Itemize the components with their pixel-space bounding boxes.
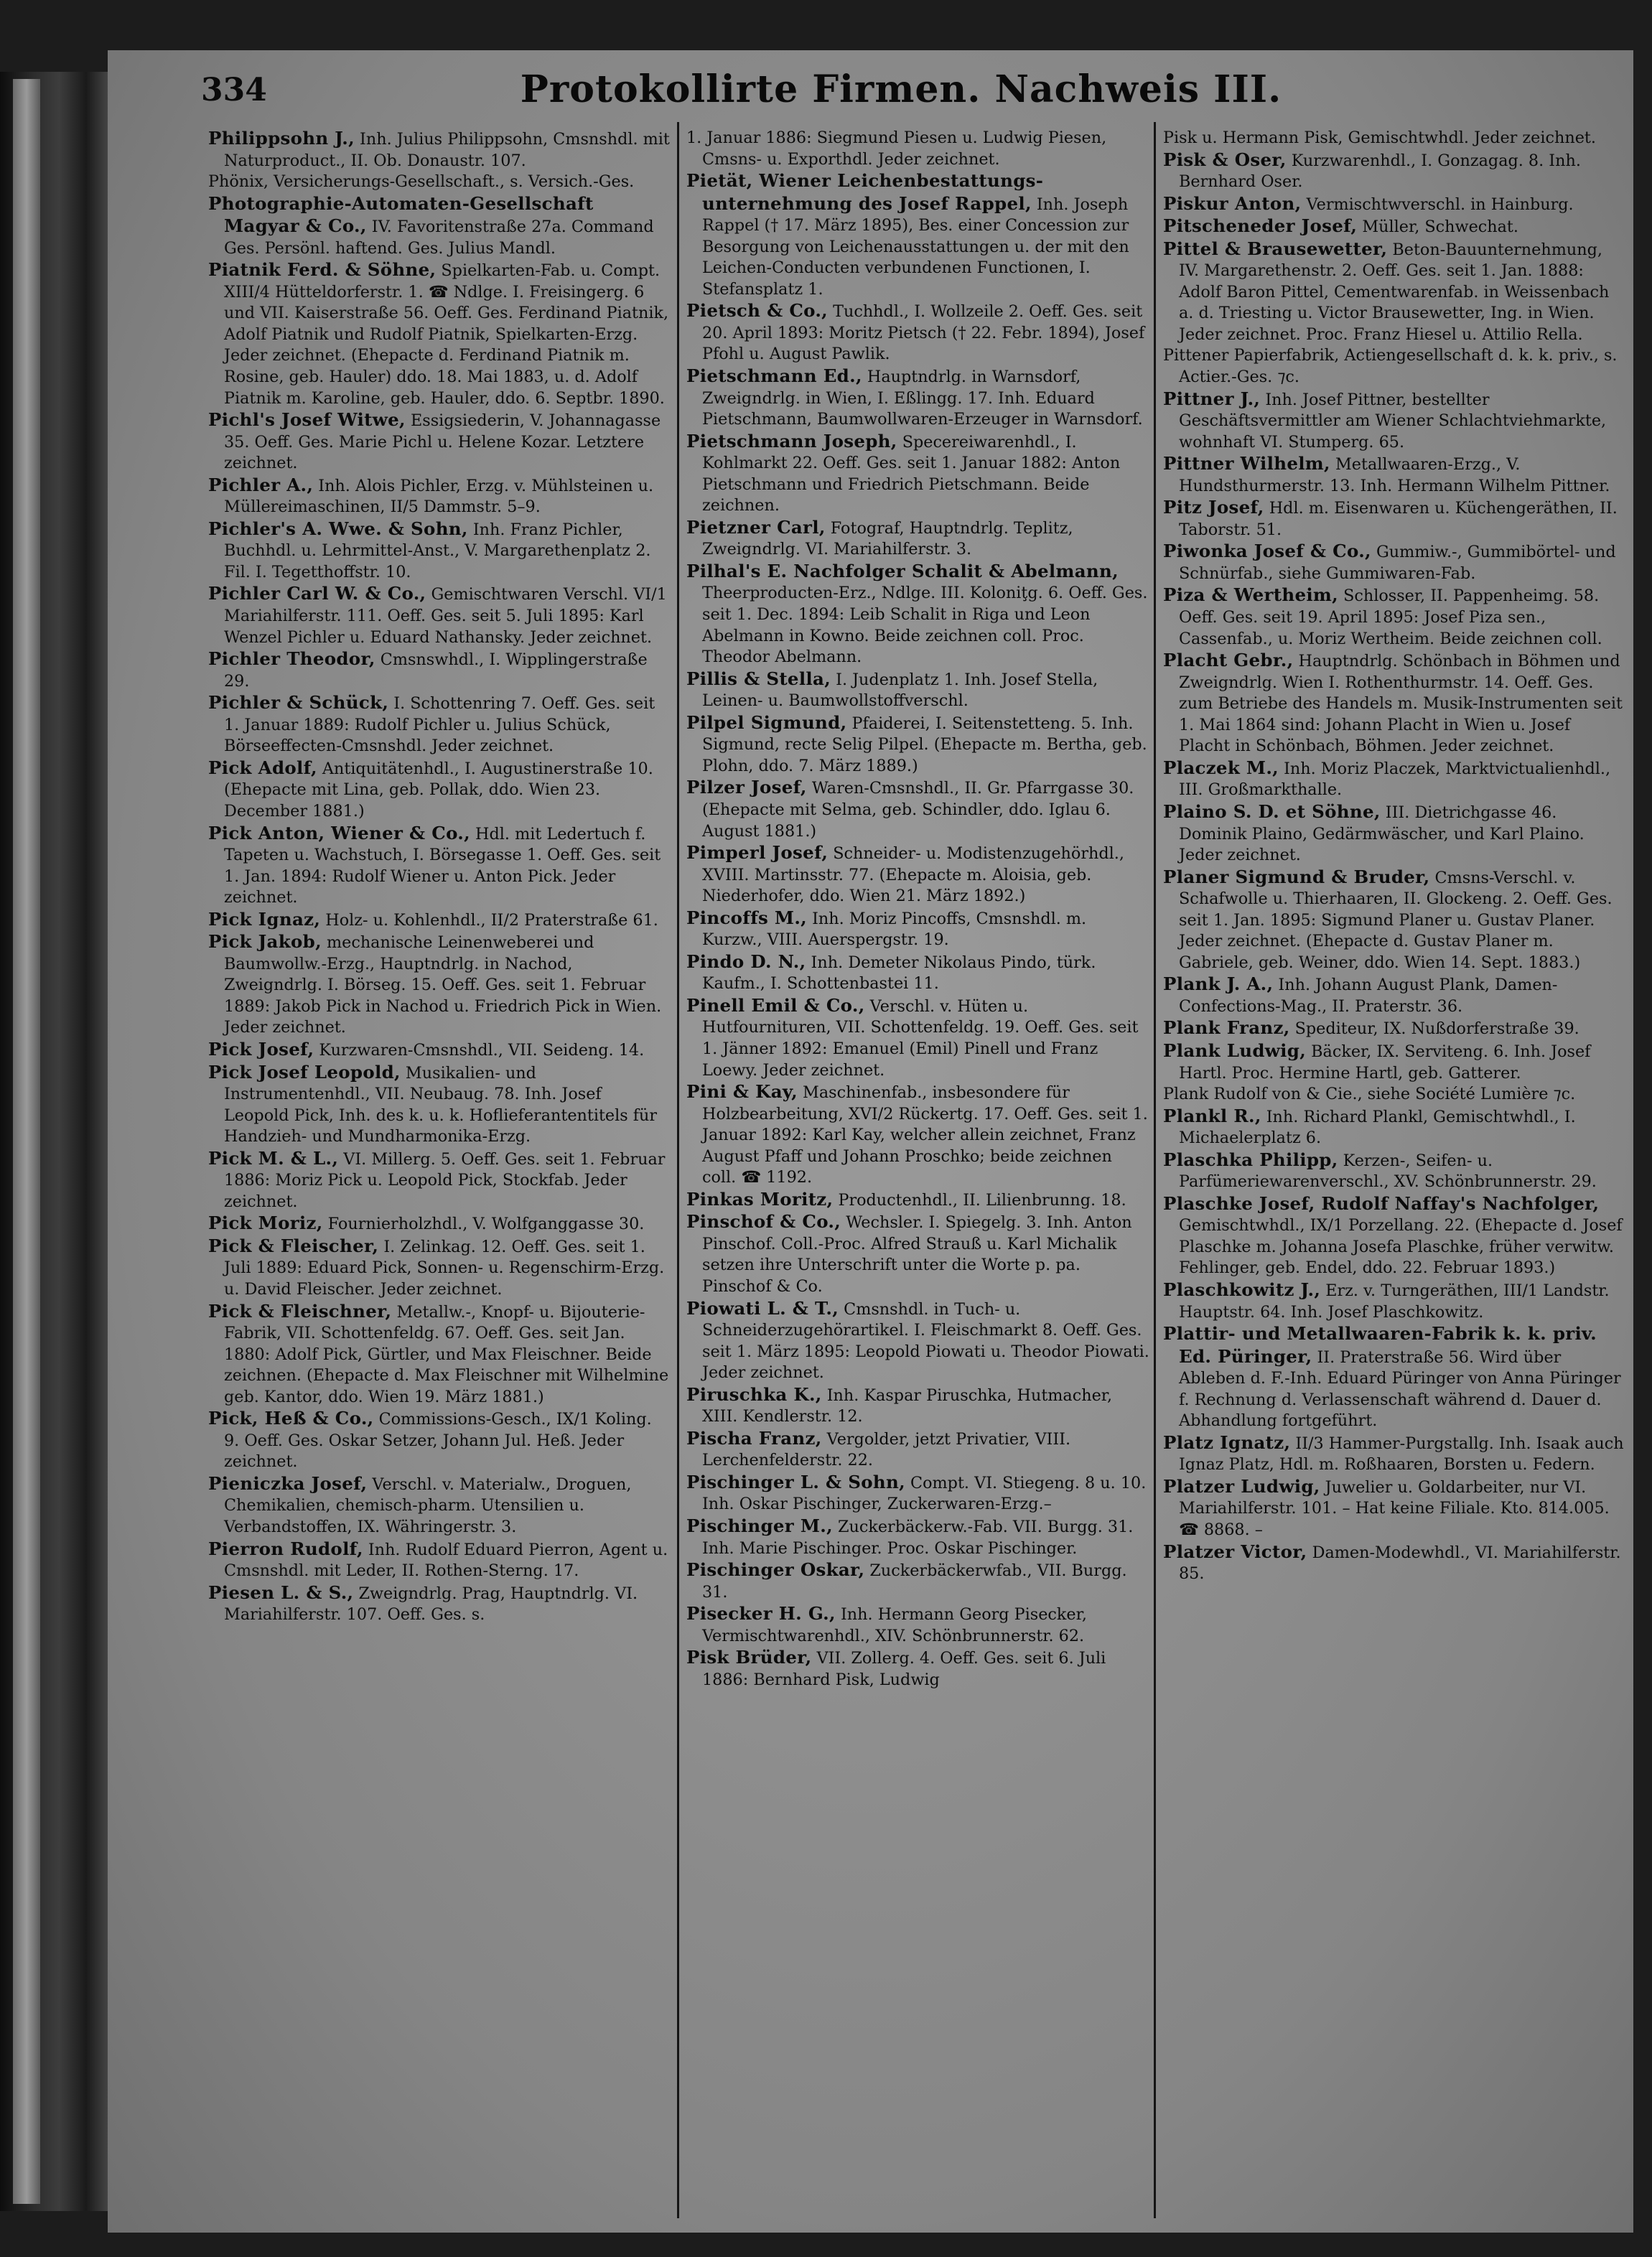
directory-entry — [208, 1408, 671, 1473]
entry-text: Tuchhdl., I. Wollzeile 2. Oeff. Ges. seit 20. April 1893: Moritz Pietsch († 22. Febr. 1894), Josef Pfohl u. August Pawlik. — [702, 302, 1145, 364]
entry-text: Schneider- u. Modistenzugehörhdl., XVIII. Martinsstr. 77. (Ehepacte m. Aloisia, geb. Niederhofer, ddo. Wien 21. März 1892.) — [702, 844, 1124, 906]
firm-name: Plaschkowitz J., — [1163, 1279, 1321, 1300]
firm-name: Pitz Josef, — [1163, 497, 1264, 518]
entry-text: Pisk u. Hermann Pisk, Gemischtwhdl. Jeder zeichnet. — [1163, 128, 1596, 147]
directory-entry — [1163, 1149, 1626, 1193]
firm-name: Pindo D. N., — [686, 950, 806, 972]
entry-text: VII. Zollerg. 4. Oeff. Ges. seit 6. Juli 1886: Bernhard Pisk, Ludwig — [702, 1649, 1106, 1689]
entry-text: Inh. Joseph Rappel († 17. März 1895), Bes. einer Concession zur Besorgung von Leichenausstattungen u. der mit den Leichen-Conducten verbundenen Functionen, I. Stefansplatz 1. — [702, 195, 1129, 299]
directory-entry — [208, 193, 671, 260]
entry-text: Fotograf, Hauptndrlg. Teplitz, Zweigndrlg. VI. Mariahilferstr. 3. — [702, 518, 1073, 559]
entry-text: Fournierholzhdl., V. Wolfganggasse 30. — [322, 1215, 645, 1234]
directory-entry — [208, 1301, 671, 1408]
binding-edge — [13, 79, 40, 2204]
entry-text: Productenhdl., II. Lilienbrunng. 18. — [833, 1190, 1126, 1210]
entry-text: I. Judenplatz 1. Inh. Josef Stella, Leinen- u. Baumwollstoffverschl. — [702, 670, 1098, 711]
entry-text: IV. Favoritenstraße 27a. Command Ges. Persönl. haftend. Ges. Julius Mandl. — [224, 218, 654, 258]
firm-name: Plank Ludwig, — [1163, 1039, 1307, 1061]
directory-entry — [208, 931, 671, 1039]
firm-name: Pinkas Moritz, — [686, 1188, 834, 1210]
page-header — [201, 65, 1601, 122]
directory-entry — [208, 823, 671, 909]
firm-name: Pincoffs M., — [686, 907, 807, 928]
entry-text: Kurzwarenhdl., I. Gonzagag. 8. Inh. Bernhard Oser. — [1179, 151, 1581, 192]
directory-entry — [686, 1515, 1149, 1559]
directory-entry — [686, 1384, 1149, 1428]
firm-name: Pick M. & L., — [208, 1147, 339, 1169]
firm-name: Photographie-Automaten-Gesellschaft Magyar & Co., — [208, 192, 594, 237]
directory-entry — [208, 692, 671, 757]
directory-entry — [208, 1212, 671, 1235]
entry-text: Zuckerbäckerw.-Fab. VII. Burgg. 31. Inh. Marie Pischinger. Proc. Oskar Pischinger. — [702, 1518, 1134, 1558]
entry-text: Pittener Papierfabrik, Actiengesellschaft d. k. k. priv., s. Actier.-Ges. ⁊c. — [1163, 346, 1618, 387]
firm-name: Pietschmann Joseph, — [686, 430, 897, 452]
column-divider — [677, 122, 679, 2218]
entry-text: Inh. Julius Philippsohn, Cmsnshdl. mit Naturproduct., II. Ob. Donaustr. 107. — [224, 130, 670, 170]
entry-text: Kerzen-, Seifen- u. Parfümeriewarenverschl., XV. Schönbrunnerstr. 29. — [1179, 1151, 1597, 1192]
directory-entry — [208, 128, 671, 172]
directory-entry — [1163, 388, 1626, 454]
directory-entry — [1163, 238, 1626, 346]
entry-text: Pfaiderei, I. Seitenstetteng. 5. Inh. Sigmund, recte Selig Pilpel. (Ehepacte m. Bertha, geb. Plohn, ddo. 7. März 1889.) — [702, 714, 1147, 775]
entry-text: II. Praterstraße 56. Wird über Ableben d. F.-Inh. Eduard Püringer von Anna Püringer f. Rechnung d. Verlassenschaft während d. Dauer d. Abhandlung fortgeführt. — [1179, 1347, 1621, 1431]
firm-name: Pick Adolf, — [208, 757, 317, 778]
directory-entry — [1163, 1476, 1626, 1541]
directory-entry — [686, 1647, 1149, 1691]
firm-name: Piesen L. & S., — [208, 1581, 354, 1603]
entry-text: Musikalien- und Instrumentenhdl., VII. Neubaug. 78. Inh. Josef Leopold Pick, Inh. des k. u. k. Hoflieferantentitels für Handzieh- und Mundharmonika-Erzg. — [224, 1063, 658, 1146]
entry-text: Erz. v. Turngeräthen, III/1 Landstr. Hauptstr. 64. Inh. Josef Plaschkowitz. — [1179, 1281, 1610, 1322]
column-1 — [208, 128, 671, 2217]
directory-entry — [208, 1473, 671, 1538]
firm-name: Pinell Emil & Co., — [686, 994, 865, 1016]
entry-text: Inh. Alois Pichler, Erzg. v. Mühlsteinen u. Müllereimaschinen, II/5 Dammstr. 5–9. — [224, 476, 654, 517]
entry-text: I. Zelinkag. 12. Oeff. Ges. seit 1. Juli 1889: Eduard Pick, Sonnen- u. Regenschirm-Erzg. u. David Fleischer. Jeder zeichnet. — [224, 1237, 665, 1299]
directory-entry — [686, 170, 1149, 300]
entry-text: Spediteur, IX. Nußdorferstraße 39. — [1289, 1019, 1579, 1039]
firm-name: Pisk Brüder, — [686, 1647, 812, 1668]
firm-name: Pischinger Oskar, — [686, 1559, 865, 1581]
entry-text: mechanische Leinenweberei und Baumwollw.-Erzg., Hauptndrlg. in Nachod, Zweigndrlg. I. Börseg. 15. Oeff. Ges. seit 1. Februar 1889: Jakob Pick in Nachod u. Friedrich Pick in Wien. Jeder zeichnet. — [224, 933, 662, 1037]
entry-text: Cmsnshdl. in Tuch- u. Schneiderzugehörartikel. I. Fleischmarkt 8. Oeff. Ges. seit 1. März 1895: Leopold Piowati u. Theodor Piowati. Jeder zeichnet. — [702, 1299, 1149, 1383]
firm-name: Piruschka K., — [686, 1383, 822, 1405]
firm-name: Plank Franz, — [1163, 1017, 1290, 1039]
firm-name: Piskur Anton, — [1163, 192, 1302, 214]
entry-text: Inh. Johann August Plank, Damen-Confections-Mag., II. Praterstr. 36. — [1179, 976, 1558, 1016]
entry-text: Gemischtwhdl., IX/1 Porzellang. 22. (Ehepacte d. Josef Plaschke m. Johanna Josefa Plaschke, früher verwitw. Fehlinger, geb. Endel, ddo. 22. Februar 1893.) — [1179, 1216, 1623, 1278]
directory-entry — [1163, 1193, 1626, 1279]
firm-name: Planer Sigmund & Bruder, — [1163, 866, 1430, 887]
page-title: Protokollirte Firmen. Nachweis III. — [520, 67, 1282, 111]
directory-entry — [208, 1582, 671, 1626]
directory-entry — [208, 757, 671, 823]
firm-name: Piza & Wertheim, — [1163, 584, 1338, 606]
directory-entry — [686, 1189, 1149, 1212]
firm-name: Pittel & Brausewetter, — [1163, 238, 1388, 259]
entry-text: VI. Millerg. 5. Oeff. Ges. seit 1. Februar 1886: Moriz Pick u. Leopold Pick, Stockfab. Jeder zeichnet. — [224, 1149, 666, 1211]
firm-name: Pillis & Stella, — [686, 668, 831, 689]
entry-text: 1. Januar 1886: Siegmund Piesen u. Ludwig Piesen, Cmsns- u. Exporthdl. Jeder zeichnet. — [686, 128, 1107, 169]
firm-name: Pichler Theodor, — [208, 648, 375, 670]
directory-entry — [208, 909, 671, 932]
directory-entry — [686, 1559, 1149, 1603]
directory-entry — [686, 995, 1149, 1081]
firm-name: Pisk & Oser, — [1163, 149, 1287, 170]
directory-entry — [686, 951, 1149, 995]
firm-name: Piowati L. & T., — [686, 1297, 839, 1319]
directory-entry — [686, 365, 1149, 431]
entry-text: Hauptndrlg. in Warnsdorf, Zweigndrlg. in Wien, I. Eßlingg. 17. Inh. Eduard Pietschmann, Baumwollwaren-Erzeuger in Warnsdorf. — [702, 368, 1143, 429]
firm-name: Plaschka Philipp, — [1163, 1149, 1338, 1170]
firm-name: Pick Josef Leopold, — [208, 1061, 401, 1083]
directory-entry — [686, 431, 1149, 517]
firm-name: Pilzer Josef, — [686, 777, 807, 798]
firm-name: Pieniczka Josef, — [208, 1472, 368, 1494]
directory-entry — [208, 259, 671, 409]
firm-name: Pittner J., — [1163, 388, 1261, 409]
directory-entry — [1163, 1432, 1626, 1476]
firm-name: Philippsohn J., — [208, 128, 355, 149]
page-number: 334 — [201, 72, 267, 108]
entry-text: Specereiwarenhdl., I. Kohlmarkt 22. Oeff. Ges. seit 1. Januar 1882: Anton Pietschmann und Friedrich Pietschmann. Beide zeichnen. — [702, 432, 1121, 515]
entry-text: Theerproducten-Erz., Ndlge. III. Koloniţg. 6. Oeff. Ges. seit 1. Dec. 1894: Leib Schalit in Riga und Leon Abelmann in Kowno. Beide zeichnen coll. Proc. Theodor Abelmann. — [702, 584, 1148, 667]
directory-entry — [1163, 149, 1626, 193]
firm-name: Pick Anton, Wiener & Co., — [208, 822, 470, 844]
directory-entry — [208, 583, 671, 648]
firm-name: Pichler's A. Wwe. & Sohn, — [208, 518, 468, 539]
firm-name: Platz Ignatz, — [1163, 1431, 1291, 1453]
firm-name: Pick & Fleischer, — [208, 1235, 379, 1256]
entry-text: Compt. VI. Stiegeng. 8 u. 10. Inh. Oskar Pischinger, Zuckerwaren-Erzg.– — [702, 1473, 1147, 1514]
directory-entry — [686, 907, 1149, 951]
entry-text: Phönix, Versicherungs-Gesellschaft., s. Versich.-Ges. — [208, 172, 635, 192]
entry-text: Metallw.-, Knopf- u. Bijouterie-Fabrik, VII. Schottenfeldg. 67. Oeff. Ges. seit Jan. 1880: Adolf Pick, Gürtler, und Max Fleischner. Beide zeichnen. (Ehepacte d. Max Fleischner mit Wilhelmine geb. Kantor, ddo. Wien 19. März 1881.) — [224, 1302, 669, 1406]
firm-name: Platzer Victor, — [1163, 1541, 1307, 1562]
directory-entry — [686, 668, 1149, 712]
firm-name: Placht Gebr., — [1163, 650, 1294, 671]
entry-text: I. Schottenring 7. Oeff. Ges. seit 1. Januar 1889: Rudolf Pichler u. Julius Schück, Börseeffecten-Cmsnshdl. Jeder zeichnet. — [224, 694, 655, 756]
directory-entry — [1163, 1541, 1626, 1585]
firm-name: Pick & Fleischner, — [208, 1300, 392, 1322]
entry-text: Zuckerbäckerwfab., VII. Burgg. 31. — [702, 1561, 1127, 1602]
firm-name: Pick Jakob, — [208, 931, 322, 953]
entry-text: Maschinenfab., insbesondere für Holzbearbeitung, XVI/2 Rückertg. 17. Oeff. Ges. seit 1. Januar 1892: Karl Kay, welcher allein zeichnet, Franz August Pfaff und Johann Proschko; beide zeichnen coll. ☎ 1192. — [702, 1083, 1148, 1187]
firm-name: Pischinger L. & Sohn, — [686, 1471, 905, 1492]
entry-text: Müller, Schwechat. — [1357, 218, 1518, 237]
directory-entry — [686, 712, 1149, 777]
firm-name: Pichler & Schück, — [208, 692, 389, 714]
firm-name: Pietschmann Ed., — [686, 365, 862, 387]
firm-name: Pittner Wilhelm, — [1163, 453, 1330, 475]
entry-text: Damen-Modewhdl., VI. Mariahilferstr. 85. — [1179, 1543, 1621, 1584]
entry-text: Inh. Kaspar Piruschka, Hutmacher, XIII. Kendlerstr. 12. — [702, 1385, 1113, 1426]
entry-text: Beton-Bauunternehmung, IV. Margarethenstr. 2. Oeff. Ges. seit 1. Jan. 1888: Adolf Baron Pittel, Cementwarenfab. in Weissenbach a. d. Triesting u. Victor Brausewetter, Ing. in Wien. Jeder zeichnet. Proc. Franz Hiesel u. Attilio Rella. — [1179, 240, 1610, 344]
firm-name: Pimperl Josef, — [686, 842, 829, 864]
directory-entry — [686, 1081, 1149, 1189]
firm-name: Pichl's Josef Witwe, — [208, 409, 406, 431]
firm-name: Pick Ignaz, — [208, 908, 321, 930]
directory-entry — [686, 1428, 1149, 1472]
entry-text: Hdl. mit Ledertuch f. Tapeten u. Wachstuch, I. Börsegasse 1. Oeff. Ges. seit 1. Jan. 1894: Rudolf Wiener u. Anton Pick. Jeder zeichnet. — [224, 824, 661, 907]
firm-name: Piatnik Ferd. & Söhne, — [208, 259, 437, 281]
firm-name: Pilhal's E. Nachfolger Schalit & Abelmann, — [686, 560, 1119, 581]
directory-entry — [1163, 345, 1626, 388]
directory-entry — [686, 1211, 1149, 1297]
directory-entry — [1163, 1017, 1626, 1040]
entry-text: Holz- u. Kohlenhdl., II/2 Praterstraße 61. — [320, 910, 658, 930]
entry-text: Cmsns-Verschl. v. Schafwolle u. Thierhaaren, II. Glockeng. 2. Oeff. Ges. seit 1. Jan. 1895: Sigmund Planer u. Gustav Planer. Jeder zeichnet. (Ehepacte d. Gustav Planer m. Gabriele, geb. Weiner, ddo. Wien 14. Sept. 1883.) — [1179, 868, 1613, 972]
firm-name: Pischinger M., — [686, 1515, 833, 1536]
entry-text: Zweigndrlg. Prag, Hauptndrlg. VI. Mariahilferstr. 107. Oeff. Ges. s. — [224, 1584, 638, 1625]
directory-entry — [1163, 1040, 1626, 1084]
entry-text: II/3 Hammer-Purgstallg. Inh. Isaak auch Ignaz Platz, Hdl. m. Roßhaaren, Borsten u. Federn. — [1179, 1434, 1624, 1475]
directory-entry — [686, 777, 1149, 842]
firm-name: Pietsch & Co., — [686, 300, 829, 322]
directory-entry — [1163, 541, 1626, 584]
column-3 — [1163, 128, 1626, 2217]
entry-text: Hdl. m. Eisenwaren u. Küchengeräthen, II. Taborstr. 51. — [1179, 499, 1618, 539]
directory-entry — [1163, 584, 1626, 650]
directory-entry — [208, 518, 671, 584]
directory-entry — [686, 1472, 1149, 1515]
entry-text: Essigsiederin, V. Johannagasse 35. Oeff. Ges. Marie Pichl u. Helene Kozar. Letztere zeichnet. — [224, 411, 661, 473]
entry-text: Spielkarten-Fab. u. Compt. XIII/4 Hütteldorferstr. 1. ☎ Ndlge. I. Freisingerg. 6 und VII. Kaiserstraße 56. Oeff. Ges. Ferdinand Piatnik, Adolf Piatnik und Rudolf Piatnik, Spielkarten-Erzg. Jeder zeichnet. (Ehepacte d. Ferdinand Piatnik m. Rosine, geb. Hauler) ddo. 18. Mai 1883, u. d. Adolf Piatnik m. Karoline, geb. Hauler, ddo. 6. Septbr. 1890. — [224, 261, 669, 408]
firm-name: Pisecker H. G., — [686, 1603, 836, 1625]
directory-entry — [1163, 1279, 1626, 1323]
entry-text: Verschl. v. Materialw., Droguen, Chemikalien, chemisch-pharm. Utensilien u. Verbandstoffen, IX. Währingerstr. 3. — [224, 1475, 632, 1536]
entry-text: Metallwaaren-Erzg., V. Hundsthurmerstr. 13. Inh. Hermann Wilhelm Pittner. — [1179, 455, 1610, 495]
entry-text: Antiquitätenhdl., I. Augustinerstraße 10. (Ehepacte mit Lina, geb. Pollak, ddo. Wien 23. December 1881.) — [224, 759, 653, 821]
entry-text: Gemischtwaren Verschl. VI/1 Mariahilferstr. 111. Oeff. Ges. seit 5. Juli 1895: Karl Wenzel Pichler u. Eduard Nathansky. Jeder zeichnet. — [224, 585, 667, 647]
entry-text: Vergolder, jetzt Privatier, VIII. Lerchenfelderstr. 22. — [702, 1429, 1071, 1470]
column-2 — [686, 128, 1149, 2217]
firm-name: Pick, Heß & Co., — [208, 1408, 374, 1429]
entry-text: Wechsler. I. Spiegelg. 3. Inh. Anton Pinschof. Coll.-Proc. Alfred Strauß u. Karl Michalik setzen ihre Unterschrift unter die Worte p. pa. Pinschof & Co. — [702, 1213, 1132, 1296]
entry-text: Kurzwaren-Cmsnshdl., VII. Seideng. 14. — [314, 1040, 645, 1060]
directory-entry — [686, 1298, 1149, 1384]
entry-text: III. Dietrichgasse 46. Dominik Plaino, Gedärmwäscher, und Karl Plaino. Jeder zeichnet. — [1179, 803, 1585, 865]
directory-entry — [1163, 1084, 1626, 1106]
firm-name: Plattir- und Metallwaaren-Fabrik k. k. priv. Ed. Püringer, — [1163, 1323, 1597, 1367]
entry-text: Juwelier u. Goldarbeiter, nur VI. Mariahilferstr. 101. – Hat keine Filiale. Kto. 814.005. ☎ 8868. – — [1179, 1477, 1610, 1539]
entry-text: Schlosser, II. Pappenheimg. 58. Oeff. Ges. seit 19. April 1895: Josef Piza sen., Cassenfab., u. Moriz Wertheim. Beide zeichnen coll. — [1179, 587, 1602, 648]
entry-text: Commissions-Gesch., IX/1 Koling. 9. Oeff. Ges. Oskar Setzer, Johann Jul. Heß. Jeder zeichnet. — [224, 1410, 652, 1472]
directory-entry — [208, 1039, 671, 1062]
entry-text: Gummiw.-, Gummibörtel- und Schnürfab., siehe Gummiwaren-Fab. — [1179, 543, 1616, 583]
directory-entry — [1163, 801, 1626, 866]
firm-name: Pierron Rudolf, — [208, 1538, 363, 1559]
firm-name: Pick Josef, — [208, 1038, 314, 1060]
directory-entry — [1163, 973, 1626, 1017]
entry-text: Inh. Franz Pichler, Buchhdl. u. Lehrmittel-Anst., V. Margarethenplatz 2. Fil. I. Tegetthoffstr. 10. — [224, 520, 651, 581]
firm-name: Plank J. A., — [1163, 973, 1274, 995]
directory-entry — [686, 561, 1149, 668]
entry-text: Inh. Demeter Nikolaus Pindo, türk. Kaufm., I. Schottenbastei 11. — [702, 953, 1096, 994]
directory-entry — [208, 1235, 671, 1301]
firm-name: Plaino S. D. et Söhne, — [1163, 800, 1381, 822]
firm-name: Pinschof & Co., — [686, 1211, 841, 1233]
firm-name: Pilpel Sigmund, — [686, 711, 847, 733]
directory-entry — [1163, 497, 1626, 541]
firm-name: Pick Moriz, — [208, 1212, 323, 1234]
firm-name: Plaschke Josef, Rudolf Naffay's Nachfolger, — [1163, 1192, 1600, 1214]
entry-text: Inh. Josef Pittner, bestellter Geschäftsvermittler am Wiener Schlachtviehmarkte, wohnhaft VI. Stumperg. 65. — [1179, 390, 1607, 452]
firm-name: Pichler A., — [208, 474, 314, 495]
entry-text: Inh. Moriz Pincoffs, Cmsnshdl. m. Kurzw., VIII. Auerspergstr. 19. — [702, 909, 1087, 950]
directory-entry — [686, 842, 1149, 907]
directory-entry — [208, 648, 671, 692]
document-page — [108, 50, 1633, 2233]
directory-entry — [1163, 1323, 1626, 1432]
firm-name: Pichler Carl W. & Co., — [208, 583, 426, 604]
firm-name: Pini & Kay, — [686, 1081, 798, 1103]
directory-entry — [208, 409, 671, 475]
directory-entry — [686, 517, 1149, 561]
firm-name: Platzer Ludwig, — [1163, 1475, 1320, 1497]
entry-text: Cmsnswhdl., I. Wipplingerstraße 29. — [224, 650, 648, 691]
directory-entry — [686, 128, 1149, 170]
directory-entry — [686, 1603, 1149, 1647]
directory-entry — [208, 1148, 671, 1213]
firm-name: Plankl R., — [1163, 1105, 1261, 1126]
directory-entry — [1163, 757, 1626, 801]
entry-text: Vermischtwverschl. in Hainburg. — [1301, 195, 1574, 214]
entry-text: Inh. Hermann Georg Pisecker, Vermischtwarenhdl., XIV. Schönbrunnerstr. 62. — [702, 1605, 1087, 1645]
directory-entry — [1163, 193, 1626, 216]
directory-entry — [1163, 1106, 1626, 1149]
firm-name: Pietzner Carl, — [686, 516, 826, 538]
entry-text: Hauptndrlg. Schönbach in Böhmen und Zweigndrlg. Wien I. Rothenthurmstr. 14. Oeff. Ges. zum Betriebe des Handels m. Musik-Instrumenten seit 1. Mai 1864 sind: Johann Placht in Wien u. Josef Placht in Schönbach, Böhmen. Jeder zeichnet. — [1179, 652, 1623, 756]
firm-name: Piwonka Josef & Co., — [1163, 541, 1371, 562]
directory-entry — [1163, 866, 1626, 974]
directory-entry — [1163, 650, 1626, 757]
directory-entry — [208, 1538, 671, 1582]
firm-name: Placzek M., — [1163, 757, 1279, 778]
column-divider — [1154, 122, 1156, 2218]
directory-entry — [208, 172, 671, 193]
entry-text: Inh. Rudolf Eduard Pierron, Agent u. Cmsnshdl. mit Leder, II. Rothen-Sterng. 17. — [224, 1540, 668, 1581]
entry-text: Verschl. v. Hüten u. Hutfournituren, VII. Schottenfeldg. 19. Oeff. Ges. seit 1. Jänner 1892: Emanuel (Emil) Pinell und Franz Loewy. Jeder zeichnet. — [702, 996, 1139, 1080]
entry-text: Bäcker, IX. Serviteng. 6. Inh. Josef Hartl. Proc. Hermine Hartl, geb. Gatterer. — [1179, 1042, 1591, 1083]
firm-name: Pitscheneder Josef, — [1163, 215, 1358, 237]
directory-entry — [1163, 128, 1626, 149]
firm-name: Pischa Franz, — [686, 1427, 822, 1449]
directory-entry — [208, 1062, 671, 1148]
entry-text: Plank Rudolf von & Cie., siehe Société Lumière ⁊c. — [1163, 1085, 1576, 1104]
directory-entry — [1163, 215, 1626, 238]
firm-name: Pietät, Wiener Leichenbestattungs-unternehmung des Josef Rappel, — [686, 170, 1044, 214]
directory-entry — [1163, 453, 1626, 497]
entry-text: Inh. Moriz Placzek, Marktvictualienhdl., III. Großmarkthalle. — [1179, 759, 1611, 800]
entry-text: Inh. Richard Plankl, Gemischtwhdl., I. Michaelerplatz 6. — [1179, 1107, 1576, 1148]
directory-entry — [208, 475, 671, 518]
entry-text: Waren-Cmsnshdl., II. Gr. Pfarrgasse 30. (Ehepacte mit Selma, geb. Schindler, ddo. Iglau 6. August 1881.) — [702, 779, 1134, 841]
directory-entry — [686, 300, 1149, 365]
